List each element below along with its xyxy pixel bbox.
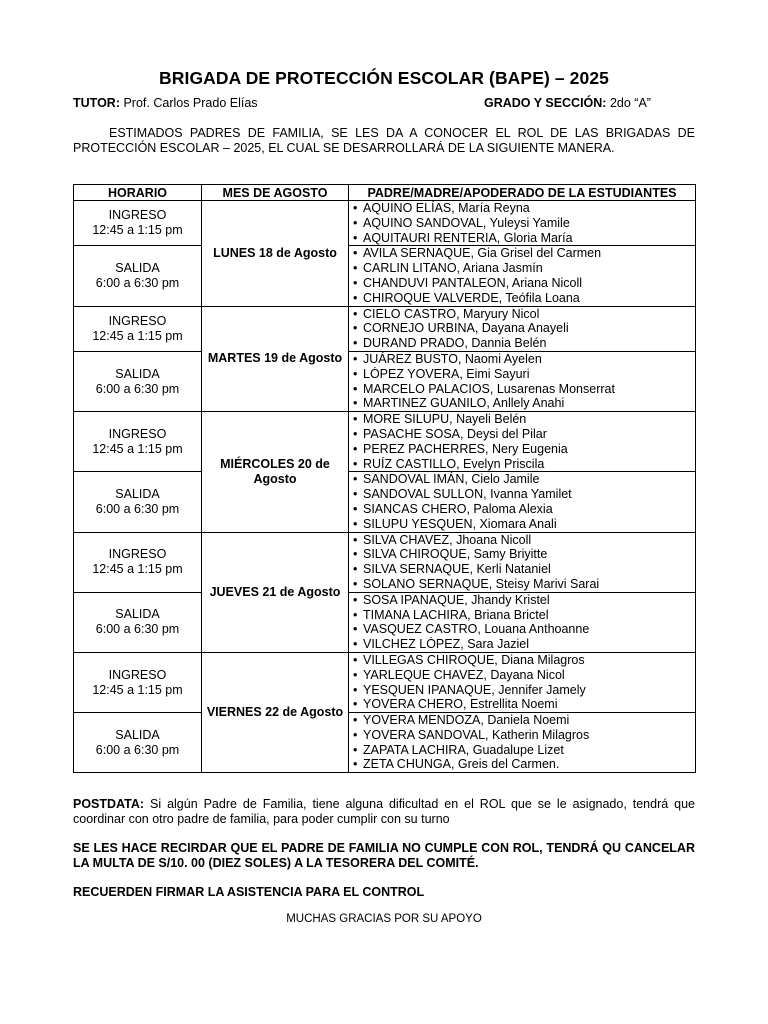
student-name: ZETA CHUNGA, Greis del Carmen. — [363, 757, 560, 772]
schedule-table-body — [74, 201, 696, 773]
ingreso-time-cell — [74, 532, 202, 592]
bullet-icon: • — [353, 742, 358, 757]
list-item — [353, 352, 695, 367]
student-name: VILLEGAS CHIROQUE, Diana Milagros — [363, 652, 585, 667]
day-cell: MARTES 19 de Agosto — [202, 306, 349, 412]
list-item — [353, 502, 695, 517]
student-name: SILUPU YESQUEN, Xiomara Anali — [363, 516, 557, 531]
bullet-icon: • — [353, 412, 358, 427]
tutor-line — [73, 96, 258, 110]
bullet-icon: • — [353, 547, 358, 562]
bullet-icon: • — [353, 501, 358, 516]
student-name: SILVA CHAVEZ, Jhoana Nicoll — [363, 532, 532, 547]
salida-names-list — [349, 246, 695, 305]
ingreso-time-cell — [74, 201, 202, 246]
bullet-icon: • — [353, 426, 358, 441]
bullet-icon: • — [353, 576, 358, 591]
bullet-icon: • — [353, 261, 358, 276]
student-name: JUÁREZ BUSTO, Naomi Ayelen — [363, 351, 542, 366]
table-row — [74, 592, 696, 652]
list-item — [353, 608, 695, 623]
student-name: CIELO CASTRO, Maryury Nicol — [363, 306, 540, 321]
student-name: VILCHEZ LÓPEZ, Sara Jaziel — [363, 637, 530, 652]
bullet-icon: • — [353, 682, 358, 697]
bullet-icon: • — [353, 622, 358, 637]
list-item — [353, 307, 695, 322]
bullet-icon: • — [353, 306, 358, 321]
ingreso-time: 12:45 a 1:15 pm — [92, 223, 183, 238]
student-name: YESQUEN IPANAQUE, Jennifer Jamely — [363, 682, 586, 697]
table-row — [74, 351, 696, 411]
postdata-paragraph — [73, 797, 695, 827]
document-title: BRIGADA DE PROTECCIÓN ESCOLAR (BAPE) – 2025 — [159, 68, 609, 88]
salida-time: 6:00 a 6:30 pm — [95, 381, 180, 396]
student-name: CARLIN LITANO, Ariana Jasmín — [363, 261, 543, 276]
day-cell: MIÉRCOLES 20 de Agosto — [202, 412, 349, 532]
student-name: YOVERA MENDOZA, Daniela Noemi — [363, 713, 570, 728]
ingreso-names-cell — [349, 652, 696, 712]
student-name: DURAND PRADO, Dannia Belén — [363, 336, 547, 351]
student-name: CHANDUVI PANTALEON, Ariana Nicoll — [363, 275, 583, 290]
sign-reminder: RECUERDEN FIRMAR LA ASISTENCIA PARA EL CONTROL — [73, 885, 425, 899]
tutor-value: Prof. Carlos Prado Elías — [120, 96, 258, 110]
ingreso-time-cell — [74, 652, 202, 712]
bullet-icon: • — [353, 275, 358, 290]
table-row — [74, 713, 696, 773]
header-mes: MES DE AGOSTO — [202, 185, 349, 201]
bullet-icon: • — [353, 396, 358, 411]
list-item — [353, 757, 695, 772]
bullet-icon: • — [353, 336, 358, 351]
salida-names-list — [349, 593, 695, 652]
list-item — [353, 697, 695, 712]
salida-names-cell — [349, 592, 696, 652]
fine-warning: SE LES HACE RECIRDAR QUE EL PADRE DE FAMILIA NO CUMPLE CON ROL, TENDRÁ QU CANCELAR LA MULTA DE S/10. 00 (DIEZ SOLES) A LA TESORERA DEL COMITÉ. — [73, 841, 695, 870]
salida-time-cell — [74, 472, 202, 532]
header-padres: PADRE/MADRE/APODERADO DE LA ESTUDIANTES — [349, 185, 696, 201]
student-name: PASACHE SOSA, Deysi del Pilar — [363, 426, 547, 441]
bullet-icon: • — [353, 201, 358, 215]
salida-time-cell — [74, 351, 202, 411]
list-item — [353, 367, 695, 382]
ingreso-time: 12:45 a 1:15 pm — [92, 562, 183, 577]
student-name: SANDOVAL IMÁN, Cielo Jamile — [363, 472, 540, 487]
salida-label: SALIDA — [115, 260, 160, 275]
list-item — [353, 637, 695, 652]
grado-label: GRADO Y SECCIÓN: — [484, 96, 607, 110]
table-row — [74, 201, 696, 246]
salida-names-cell — [349, 472, 696, 532]
ingreso-time-cell — [74, 412, 202, 472]
list-item — [353, 396, 695, 411]
bullet-icon: • — [353, 472, 358, 487]
salida-names-list — [349, 713, 695, 772]
salida-label: SALIDA — [115, 366, 160, 381]
salida-names-list — [349, 472, 695, 531]
student-name: SIANCAS CHERO, Paloma Alexia — [363, 501, 553, 516]
intro-paragraph: ESTIMADOS PADRES DE FAMILIA, SE LES DA A CONOCER EL ROL DE LAS BRIGADAS DE PROTECCIÓN ESCOLAR – 2025, EL CUAL SE DESARROLLARÁ DE LA SIGUIENTE MANERA. — [73, 126, 695, 155]
bullet-icon: • — [353, 727, 358, 742]
postdata-label: POSTDATA: — [73, 797, 145, 811]
list-item — [353, 216, 695, 231]
list-item — [353, 668, 695, 683]
student-name: TIMANA LACHIRA, Briana Brictel — [363, 607, 549, 622]
header-horario: HORARIO — [74, 185, 202, 201]
table-row — [74, 532, 696, 592]
list-item — [353, 713, 695, 728]
salida-label: SALIDA — [115, 727, 160, 742]
salida-time-cell — [74, 592, 202, 652]
student-name: AVILA SERNAQUE, Gia Grisel del Carmen — [363, 246, 602, 261]
salida-time: 6:00 a 6:30 pm — [95, 275, 180, 290]
bullet-icon: • — [353, 321, 358, 336]
list-item — [353, 261, 695, 276]
salida-time: 6:00 a 6:30 pm — [95, 742, 180, 757]
list-item — [353, 472, 695, 487]
bullet-icon: • — [353, 697, 358, 712]
student-name: AQUINO SANDOVAL, Yuleysi Yamile — [363, 215, 570, 230]
ingreso-names-cell — [349, 532, 696, 592]
ingreso-names-list — [349, 533, 695, 592]
student-name: MARTINEZ GUANILO, Anllely Anahi — [363, 396, 565, 411]
salida-time: 6:00 a 6:30 pm — [95, 622, 180, 637]
list-item — [353, 442, 695, 457]
bullet-icon: • — [353, 487, 358, 502]
salida-label: SALIDA — [115, 607, 160, 622]
ingreso-time: 12:45 a 1:15 pm — [92, 441, 183, 456]
salida-names-cell — [349, 713, 696, 773]
list-item — [353, 622, 695, 637]
table-row — [74, 652, 696, 712]
student-name: SOLANO SERNAQUE, Steisy Marivi Sarai — [363, 576, 600, 591]
student-name: CHIROQUE VALVERDE, Teófila Loana — [363, 290, 580, 305]
bullet-icon: • — [353, 351, 358, 366]
student-name: VASQUEZ CASTRO, Louana Anthoanne — [363, 622, 590, 637]
list-item — [353, 577, 695, 592]
bullet-icon: • — [353, 215, 358, 230]
ingreso-names-list — [349, 307, 695, 351]
salida-label: SALIDA — [115, 486, 160, 501]
student-name: LÓPEZ YOVERA, Eimi Sayuri — [363, 366, 530, 381]
ingreso-time: 12:45 a 1:15 pm — [92, 682, 183, 697]
salida-names-list — [349, 352, 695, 411]
table-row — [74, 306, 696, 351]
ingreso-label: INGRESO — [108, 667, 167, 682]
list-item — [353, 562, 695, 577]
postdata-text: Si algún Padre de Familia, tiene alguna dificultad en el ROL que se le asignado, tendrá que coordinar con otro padre de familia, para poder cumplir con su turno — [73, 797, 695, 826]
student-name: ZAPATA LACHIRA, Guadalupe Lizet — [363, 742, 564, 757]
list-item — [353, 593, 695, 608]
ingreso-names-list — [349, 412, 695, 471]
list-item — [353, 728, 695, 743]
student-name: YOVERA SANDOVAL, Katherin Milagros — [363, 727, 590, 742]
student-name: YARLEQUE CHAVEZ, Dayana Nicol — [363, 667, 565, 682]
student-name: MARCELO PALACIOS, Lusarenas Monserrat — [363, 381, 615, 396]
list-item — [353, 336, 695, 351]
list-item — [353, 517, 695, 532]
bullet-icon: • — [353, 592, 358, 607]
ingreso-names-cell — [349, 201, 696, 246]
bullet-icon: • — [353, 607, 358, 622]
bullet-icon: • — [353, 637, 358, 652]
student-name: AQUINO ELÍAS, María Reyna — [363, 201, 530, 215]
ingreso-time-cell — [74, 306, 202, 351]
ingreso-label: INGRESO — [108, 313, 167, 328]
student-name: SANDOVAL SULLON, Ivanna Yamilet — [363, 487, 572, 502]
list-item — [353, 246, 695, 261]
bullet-icon: • — [353, 667, 358, 682]
list-item — [353, 291, 695, 306]
bullet-icon: • — [353, 366, 358, 381]
list-item — [353, 276, 695, 291]
list-item — [353, 653, 695, 668]
bullet-icon: • — [353, 230, 358, 245]
bullet-icon: • — [353, 381, 358, 396]
bullet-icon: • — [353, 290, 358, 305]
ingreso-time: 12:45 a 1:15 pm — [92, 328, 183, 343]
list-item — [353, 487, 695, 502]
ingreso-label: INGRESO — [108, 426, 167, 441]
bullet-icon: • — [353, 246, 358, 261]
salida-names-cell — [349, 351, 696, 411]
student-name: PEREZ PACHERRES, Nery Eugenia — [363, 441, 568, 456]
table-row — [74, 472, 696, 532]
ingreso-names-cell — [349, 412, 696, 472]
list-item — [353, 231, 695, 246]
list-item — [353, 412, 695, 427]
bullet-icon: • — [353, 713, 358, 728]
student-name: YOVERA CHERO, Estrellita Noemi — [363, 697, 558, 712]
list-item — [353, 201, 695, 216]
bullet-icon: • — [353, 562, 358, 577]
student-name: AQUITAURI RENTERIA, Gloria María — [363, 230, 573, 245]
table-header-row — [74, 185, 696, 201]
list-item — [353, 427, 695, 442]
day-cell: VIERNES 22 de Agosto — [202, 652, 349, 772]
list-item — [353, 321, 695, 336]
grado-value: 2do “A” — [606, 96, 651, 110]
ingreso-names-list — [349, 653, 695, 712]
list-item — [353, 743, 695, 758]
salida-time-cell — [74, 713, 202, 773]
student-name: SOSA IPANAQUE, Jhandy Kristel — [363, 592, 550, 607]
salida-names-cell — [349, 246, 696, 306]
grado-line — [484, 96, 651, 110]
list-item — [353, 547, 695, 562]
salida-time-cell — [74, 246, 202, 306]
bullet-icon: • — [353, 516, 358, 531]
bullet-icon: • — [353, 652, 358, 667]
day-cell: JUEVES 21 de Agosto — [202, 532, 349, 652]
ingreso-label: INGRESO — [108, 208, 167, 223]
schedule-table — [73, 184, 696, 773]
salida-time: 6:00 a 6:30 pm — [95, 501, 180, 516]
student-name: SILVA CHIROQUE, Samy Briyitte — [363, 547, 548, 562]
bullet-icon: • — [353, 456, 358, 471]
table-row — [74, 246, 696, 306]
bullet-icon: • — [353, 441, 358, 456]
ingreso-label: INGRESO — [108, 547, 167, 562]
thanks-line: MUCHAS GRACIAS POR SU APOYO — [286, 913, 482, 925]
student-name: SILVA SERNAQUE, Kerli Nataniel — [363, 562, 551, 577]
bullet-icon: • — [353, 757, 358, 772]
ingreso-names-list — [349, 201, 695, 245]
bullet-icon: • — [353, 532, 358, 547]
list-item — [353, 457, 695, 472]
list-item — [353, 533, 695, 548]
list-item — [353, 382, 695, 397]
ingreso-names-cell — [349, 306, 696, 351]
student-name: RUÍZ CASTILLO, Evelyn Priscila — [363, 456, 545, 471]
student-name: CORNEJO URBINA, Dayana Anayeli — [363, 321, 569, 336]
day-cell: LUNES 18 de Agosto — [202, 201, 349, 307]
table-row — [74, 412, 696, 472]
tutor-label: TUTOR: — [73, 96, 120, 110]
student-name: MORE SILUPU, Nayeli Belén — [363, 412, 527, 427]
list-item — [353, 683, 695, 698]
